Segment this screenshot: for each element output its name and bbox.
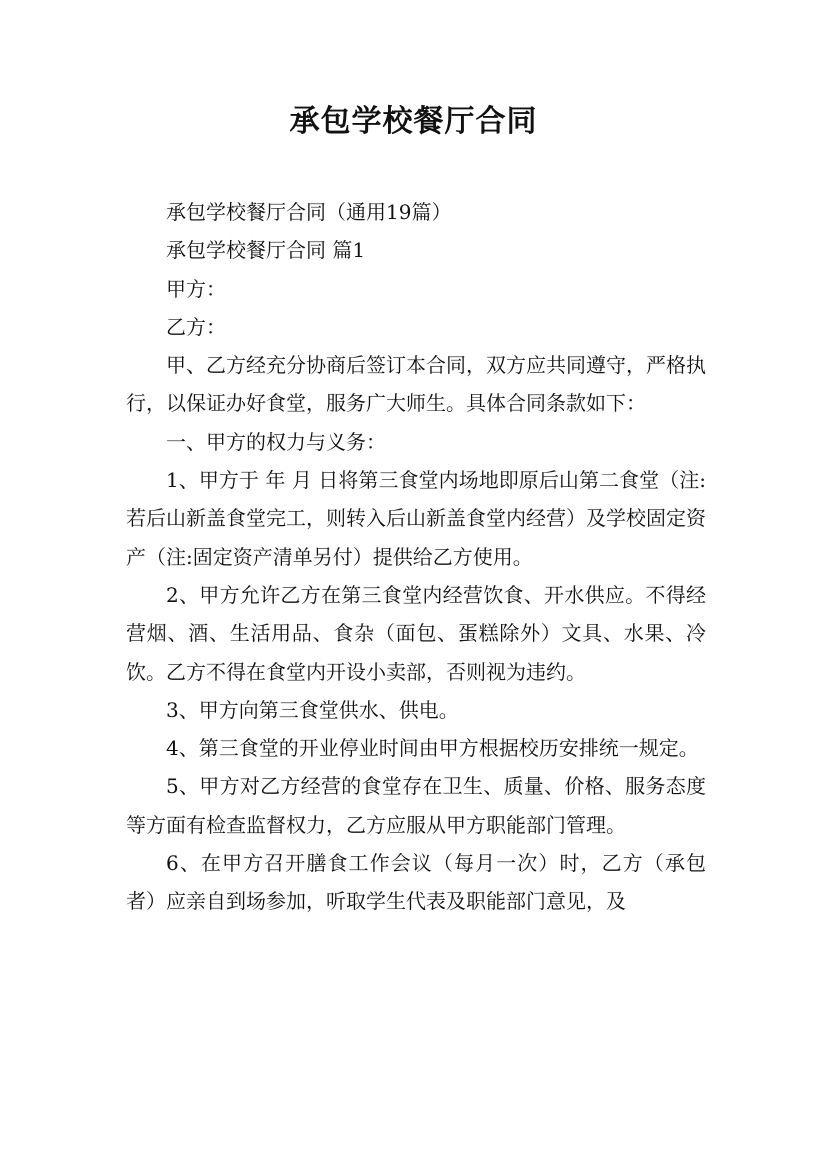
paragraph-clause-heading: 一、甲方的权力与义务： <box>166 429 386 454</box>
paragraph-clause-5: 5、甲方对乙方经营的食堂存在卫生、质量、价格、服务态度等方面有检查监督权力，乙方应服从甲方职能部门管理。 <box>126 774 706 837</box>
document-title: 承包学校餐厅合同 <box>289 104 538 139</box>
document-body <box>126 193 706 921</box>
paragraph-clause-3: 3、甲方向第三食堂供水、供电。 <box>166 697 459 722</box>
paragraph-section-heading: 承包学校餐厅合同 篇1 <box>166 238 366 263</box>
paragraph-intro: 甲、乙方经充分协商后签订本合同，双方应共同遵守，严格执行，以保证办好食堂，服务广大师生。具体合同条款如下： <box>126 353 706 416</box>
paragraph-clause-6: 6、在甲方召开膳食工作会议（每月一次）时，乙方（承包者）应亲自到场参加，听取学生代表及职能部门意见，及 <box>126 851 706 914</box>
paragraph-clause-4: 4、第三食堂的开业停业时间由甲方根据校历安排统一规定。 <box>166 736 699 761</box>
paragraph-party-b: 乙方： <box>166 314 226 339</box>
paragraph-clause-1: 1、甲方于 年 月 日将第三食堂内场地即原后山第二食堂（注:若后山新盖食堂完工，则转入后山新盖食堂内经营）及学校固定资产（注:固定资产清单另付）提供给乙方使用。 <box>126 468 706 569</box>
paragraph-party-a: 甲方： <box>166 276 226 301</box>
paragraph-subtitle: 承包学校餐厅合同（通用19篇） <box>166 200 452 224</box>
paragraph-clause-2: 2、甲方允许乙方在第三食堂内经营饮食、开水供应。不得经营烟、酒、生活用品、食杂（面包、蛋糕除外）文具、水果、冷饮。乙方不得在食堂内开设小卖部，否则视为违约。 <box>126 582 706 684</box>
